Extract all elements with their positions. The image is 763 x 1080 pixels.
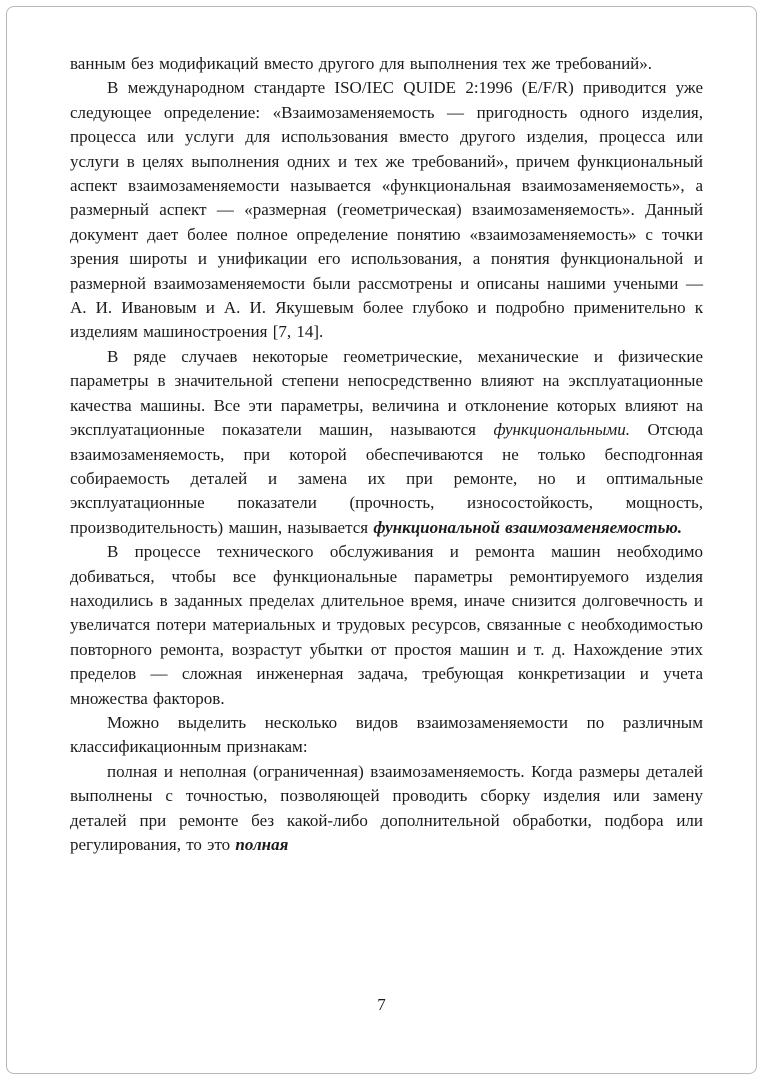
text-column [70,52,703,857]
text-run: В международном стандарте ISO/IEC QUIDE 2:1996 (E/F/R) приводится уже следующее определение: «Взаимозаменяемость — пригодность одного изделия, процесса или услуги для использования вместо другого изделия, процесса или услуги в целях выполнения одних и тех же требований», причем функциональный аспект взаимозаменяемости называется «функциональная взаимозаменяемость», а размерный аспект — «размерная (геометрическая) взаимозаменяемость». Данный документ дает более полное определение понятию «взаимозаменяемость» с точки зрения широты и унификации его использования, а понятия функциональной и размерной взаимозаменяемости были рассмотрены и описаны нашими учеными — А. И. Ивановым и А. И. Якушевым более глубоко и подробно применительно к изделиям машиностроения [7, 14]. [70,78,703,342]
text-run: ванным без модификаций вместо другого для выполнения тех же требований». [70,54,653,73]
paragraph [70,345,703,540]
text-run: В процессе технического обслуживания и ремонта машин необходимо добиваться, чтобы все функциональные параметры ремонтируемого изделия находились в заданных пределах длительное время, иначе снизится долговечность и увеличатся потери материальных и трудовых ресурсов, связанные с необходимостью повторного ремонта, возрастут убытки от простоя машин и т. д. Нахождение этих пределов — сложная инженерная задача, требующая конкретизации и учета множества факторов. [70,542,703,708]
paragraph [70,711,703,760]
emphasized-term: функциональными. [493,420,631,440]
paragraph [70,540,703,711]
text-run: Отсюда взаимозаменяемость, при которой обеспечиваются не только бесподгонная собираемость деталей и замена их при ремонте, но и оптимальные эксплуатационные показатели (прочность, износостойкость, мощность, производительность) машин, называется [70,420,704,537]
emphasized-term: функциональной взаимозаменяемостью. [373,517,683,537]
text-run: Можно выделить несколько видов взаимозаменяемости по различным классификационным признакам: [70,712,703,757]
text-run: полная и неполная (ограниченная) взаимозаменяемость. Когда размеры деталей выполнены с точностью, позволяющей проводить сборку изделия или замену деталей при ремонте без какой-либо дополнительной обработки, подбора или регулирования, то это [70,761,703,854]
paragraph [70,52,703,76]
emphasized-term: полная [235,835,289,854]
page-number: 7 [377,995,386,1014]
paragraph [70,760,703,858]
text-run: В ряде случаев некоторые геометрические, механические и физические параметры в значительной степени непосредственно влияют на эксплуатационные качества машины. Все эти параметры, величина и отклонение которых влияют на эксплуатационные показатели машин, называются [70,346,703,440]
paragraph [70,76,703,344]
